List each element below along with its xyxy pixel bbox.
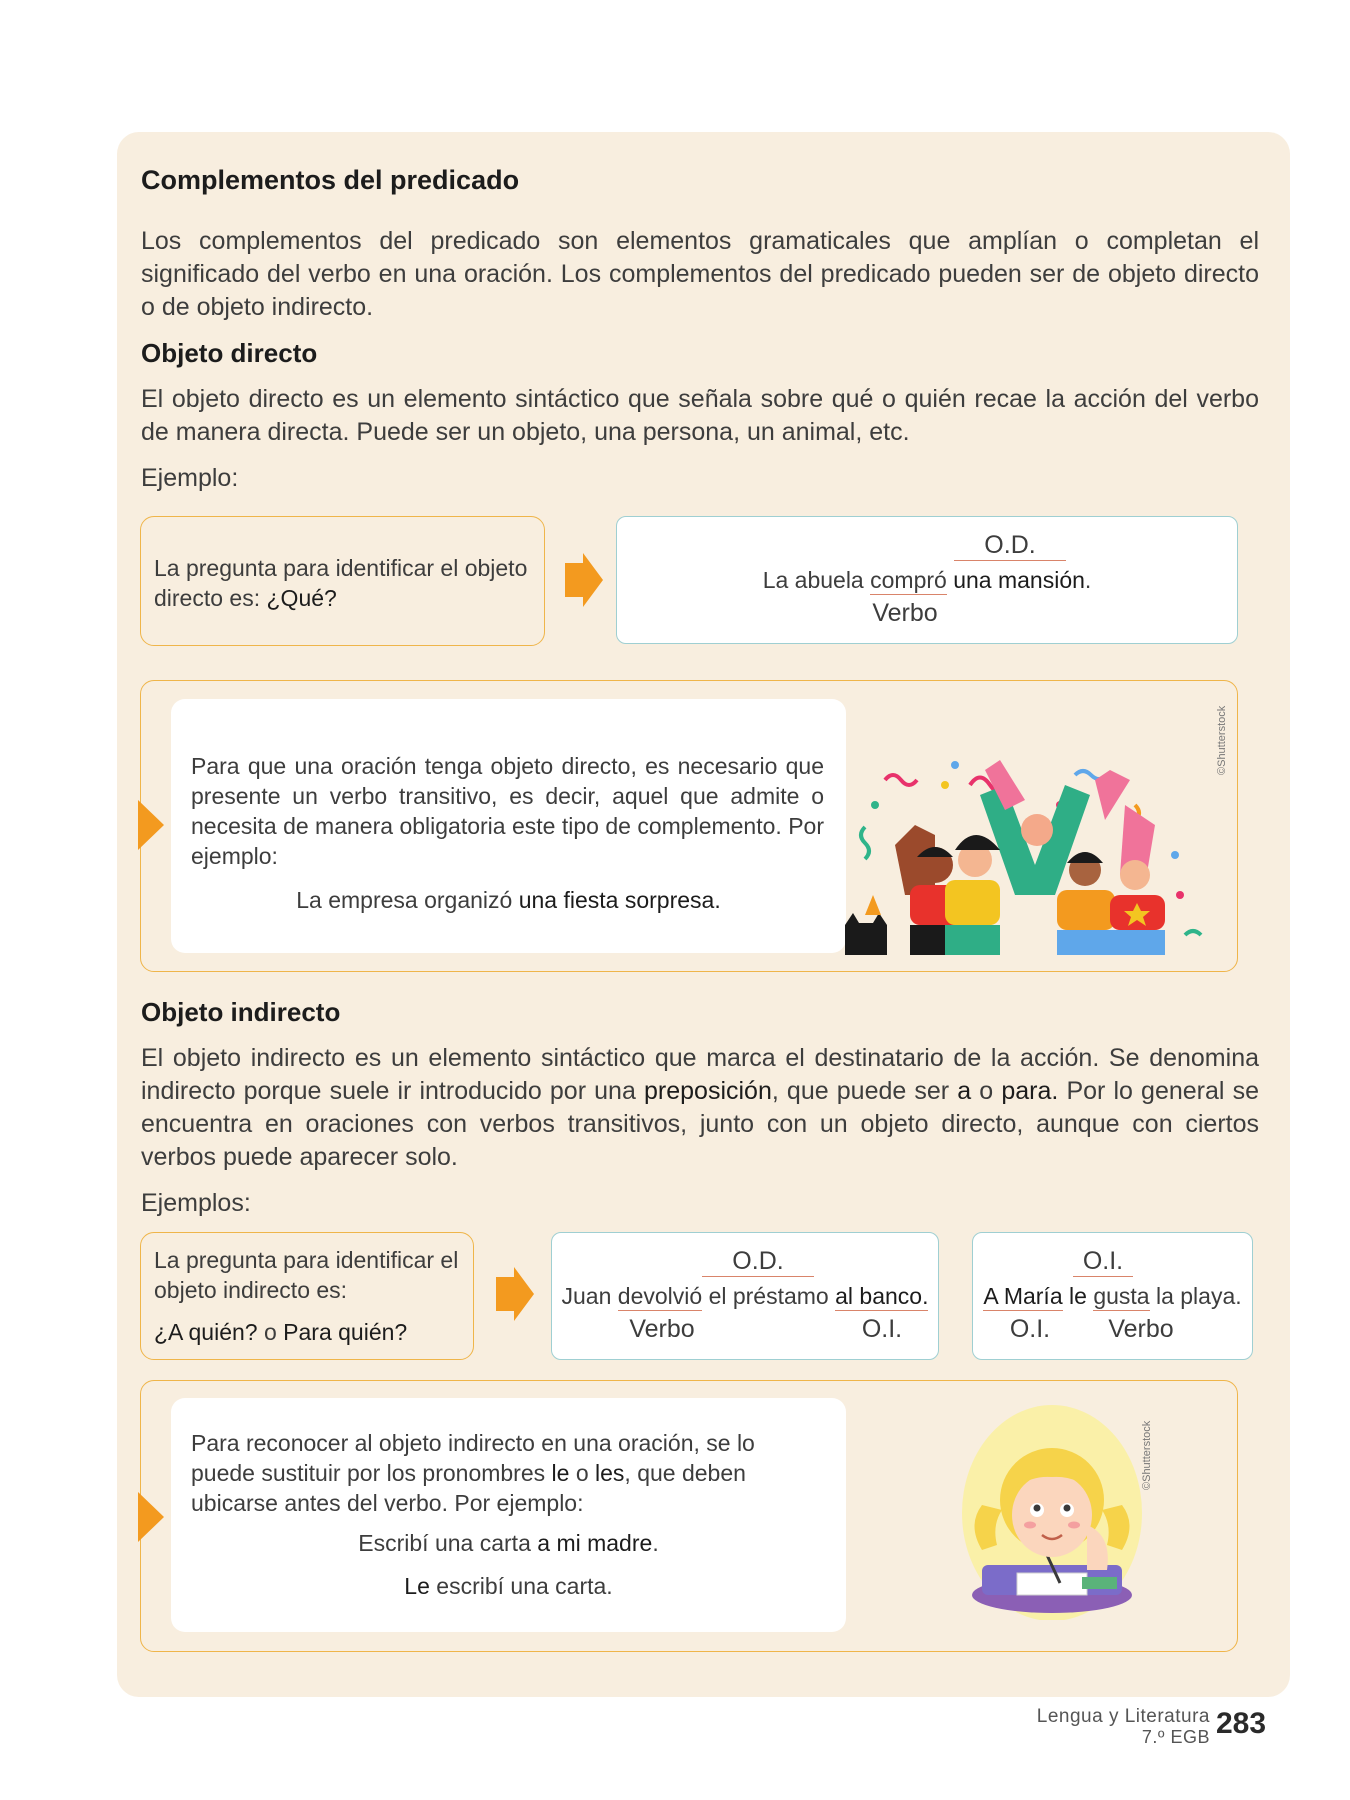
footer-grade: 7.º EGB [1141,1727,1210,1747]
od-bottom-label: Verbo [872,599,938,627]
arrow-right-icon [492,1265,536,1323]
od-note-card [171,699,846,953]
od-example-label: Ejemplo: [141,464,239,492]
oi-title: Objeto indirecto [141,997,341,1027]
od-top-label: O.D. [954,531,1066,561]
od-title: Objeto directo [141,338,318,368]
party-people-illustration [845,745,1225,955]
oi-example2-sentence: A María le gusta la playa. [983,1283,1242,1309]
section-title: Complementos del predicado [141,165,520,195]
od-image-credit: ©Shutterstock [1216,705,1228,775]
oi-ex2-top-label: O.I. [1073,1247,1133,1277]
oi-questions: ¿A quién? o Para quién? [154,1319,408,1345]
footer-subject: Lengua y Literatura [1036,1706,1210,1727]
triangle-marker-icon [138,1492,166,1542]
oi-example1-sentence: Juan devolvió el préstamo al banco. [561,1283,929,1309]
oi-example2-box [972,1232,1253,1360]
girl-writing-illustration [962,1405,1142,1620]
intro-paragraph: Los complementos del predicado son elementos gramaticales que amplían o completan el significado del verbo en una oración. Los complementos del predicado pueden ser de objeto directo o de objeto indirecto. [141,227,1259,321]
od-question-box [140,516,545,646]
od-example-box [616,516,1238,644]
oi-example1-box [551,1232,939,1360]
oi-image-credit: ©Shutterstock [1141,1420,1153,1490]
oi-note-example1: Escribí una carta a mi madre. [358,1530,659,1556]
od-question-text: La pregunta para identificar el objeto directo es: ¿Qué? [154,555,528,611]
od-note-example: La empresa organizó una fiesta sorpresa. [296,887,721,913]
oi-example-label: Ejemplos: [141,1189,251,1217]
oi-ex2-oi-label: O.I. [1009,1315,1051,1343]
od-question: ¿Qué? [266,585,337,611]
oi-note-card [171,1398,846,1632]
oi-note-example2: Le escribí una carta. [404,1573,613,1599]
od-example-sentence: La abuela compró una mansión. [762,567,1092,593]
arrow-right-icon [561,551,605,609]
oi-definition: El objeto indirecto es un elemento sintáctico que marca el destinatario de la acción. Se denomina indirecto porque suele ir introducido por una preposición, que puede ser a o para. Por lo general se encuentra en oraciones con verbos transitivos, junto con un objeto directo, aunque con ciertos verbos puede aparecer solo. [141,1044,1259,1171]
od-note-text: Para que una oración tenga objeto directo, es necesario que presente un verbo transitivo, es decir, aquel que admite o necesita de manera obligatoria este tipo de complemento. Por ejemplo: [191,753,824,869]
oi-ex2-verb-label: Verbo [1108,1315,1174,1343]
oi-note-text: Para reconocer al objeto indirecto en una oración, se lo puede sustituir por los pronombres le o les, que deben ubicarse antes del verbo. Por ejemplo: [191,1430,755,1516]
od-example-object: una mansión [953,567,1085,593]
triangle-marker-icon [138,800,166,850]
oi-question-box [140,1232,474,1360]
oi-ex1-verb-label: Verbo [629,1315,695,1343]
oi-question-text: La pregunta para identificar el objeto indirecto es: [154,1247,459,1303]
oi-ex1-oi-label: O.I. [861,1315,903,1343]
oi-ex1-top-label: O.D. [702,1247,814,1277]
od-example-verb: compró [870,567,947,593]
od-definition: El objeto directo es un elemento sintáctico que señala sobre qué o quién recae la acción del verbo de manera directa. Puede ser un objeto, una persona, un animal, etc. [141,385,1259,446]
page-number: 283 [1216,1707,1267,1740]
